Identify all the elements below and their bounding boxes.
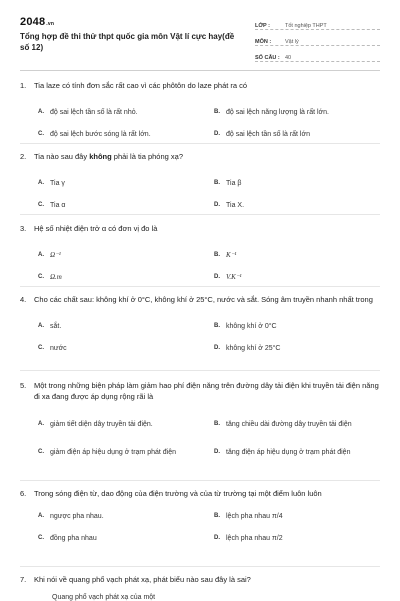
meta-row-class [255, 14, 380, 30]
option-text: không khí ở 25°C [226, 344, 281, 352]
question-number: 7. [20, 575, 27, 584]
option-d[interactable] [196, 201, 372, 210]
option-label: C. [38, 201, 44, 208]
option-text: K⁻¹ [226, 250, 237, 259]
option-c[interactable] [20, 130, 196, 139]
option-text: Ω.m [50, 272, 62, 281]
option-b[interactable] [196, 108, 372, 117]
option-text: ngược pha nhau. [50, 512, 104, 520]
question-4 [20, 294, 380, 359]
option-a[interactable] [20, 322, 196, 331]
option-b[interactable] [196, 322, 372, 331]
option-text: Tia X. [226, 201, 245, 209]
option-label: D. [214, 448, 220, 455]
question-divider [20, 480, 380, 481]
option-text: lệch pha nhau π/2 [226, 534, 283, 542]
question-divider [20, 286, 380, 287]
option-a[interactable] [20, 512, 196, 521]
question-text: Cho các chất sau: không khí ở 0°C, không khí ở 25°C, nước và sắt. Sóng âm truyền nhanh nhất trong [34, 295, 373, 304]
question-divider [20, 370, 380, 371]
header-divider [20, 70, 380, 71]
question-text: Một trong những biện pháp làm giảm hao phí điện năng trên đường dây tải điện khi truyền tải điện năng đi xa đang được áp dụng rộng rãi là [34, 381, 379, 401]
option-c[interactable] [20, 448, 196, 457]
options [20, 172, 380, 216]
question-number: 3. [20, 224, 27, 233]
option-text: Ω⁻¹ [50, 250, 61, 259]
meta-row-count [255, 46, 380, 62]
option-a[interactable] [20, 251, 196, 260]
question-1 [20, 80, 380, 145]
option-text: sắt. [50, 322, 62, 330]
option-label: A. [38, 512, 44, 519]
option-text: nước [50, 344, 67, 352]
question-number: 5. [20, 381, 27, 390]
question-stem [20, 294, 380, 305]
option-b[interactable] [196, 420, 372, 429]
option-text: tăng chiều dài đường dây truyền tải điện [226, 420, 352, 428]
options [20, 505, 380, 549]
option-text: Tia β [226, 179, 242, 187]
option-label: B. [214, 108, 220, 115]
option-c[interactable] [20, 534, 196, 543]
options [20, 315, 380, 359]
question-stem [20, 574, 380, 585]
question-stem [20, 223, 380, 234]
option-a[interactable] [20, 108, 196, 117]
option-label: D. [214, 130, 220, 137]
option-text: độ sai lệch tần số là rất nhỏ. [50, 108, 138, 116]
option-label: B. [214, 322, 220, 329]
question-divider [20, 214, 380, 215]
option-a[interactable] [20, 179, 196, 188]
question-text-emphasis: không [89, 152, 112, 161]
option-label: A. [38, 322, 44, 329]
option-b[interactable] [196, 251, 372, 260]
question-text: Tia laze có tính đơn sắc rất cao vì các phôtôn do laze phát ra có [34, 81, 248, 90]
option-label: B. [214, 251, 220, 258]
option-label: D. [214, 201, 220, 208]
option-text: tăng điện áp hiệu dụng ở trạm phát điện [226, 448, 351, 456]
logo-text: 2048 [20, 16, 46, 28]
question-text-part: phải là tia phóng xạ? [111, 152, 183, 161]
question-divider [20, 566, 380, 567]
option-label: A. [38, 251, 44, 258]
option-d[interactable] [196, 273, 372, 282]
question-text: Khi nói về quang phổ vạch phát xạ, phát biểu nào sau đây là sai? [34, 575, 251, 584]
option-b[interactable] [196, 512, 372, 521]
option-label: C. [38, 130, 44, 137]
option-d[interactable] [196, 344, 372, 353]
meta-key: LỚP : [255, 23, 270, 29]
option-text: độ sai lệch bước sóng là rất lớn. [50, 130, 151, 138]
question-text: Hệ số nhiệt điện trở α có đơn vị đo là [34, 224, 158, 233]
question-number: 6. [20, 489, 27, 498]
option-label: B. [214, 420, 220, 427]
option-label: B. [214, 512, 220, 519]
option-label: D. [214, 344, 220, 351]
question-7 [20, 574, 380, 585]
meta-value: Vật lý [285, 39, 299, 45]
question-text: Trong sóng điện từ, dao động của điện trường và của từ trường tại một điểm luôn luôn [34, 489, 322, 498]
meta-value: Tốt nghiệp THPT [285, 23, 327, 29]
question-stem [20, 488, 380, 499]
option-text: độ sai lệch tần số là rất lớn [226, 130, 310, 138]
option-label: A. [38, 179, 44, 186]
option-label: A. [38, 108, 44, 115]
question-3 [20, 223, 380, 288]
option-text: độ sai lệch năng lượng là rất lớn. [226, 108, 329, 116]
question-divider [20, 143, 380, 144]
meta-value: 40 [285, 55, 292, 61]
question-stem [20, 380, 380, 402]
option-text: Tia γ [50, 179, 65, 187]
question-stem [20, 151, 380, 162]
options [20, 101, 380, 145]
option-label: C. [38, 344, 44, 351]
option-text: V.K⁻¹ [226, 272, 242, 281]
option-text: không khí ở 0°C [226, 322, 277, 330]
option-d[interactable] [196, 534, 372, 543]
option-c[interactable] [20, 273, 196, 282]
meta-info [255, 14, 380, 62]
option-text: giảm tiết diện dây truyền tải điện. [50, 420, 153, 428]
option-text: lệch pha nhau π/4 [226, 512, 283, 520]
question-2 [20, 151, 380, 216]
option-b[interactable] [196, 179, 372, 188]
document-header [20, 14, 380, 64]
option-c[interactable] [20, 344, 196, 353]
option-a[interactable] [20, 420, 196, 429]
question-number: 4. [20, 295, 27, 304]
option-label: D. [214, 273, 220, 280]
options [20, 244, 380, 288]
meta-row-subject [255, 30, 380, 46]
option-text: Tia α [50, 201, 66, 209]
option-a-cut[interactable]: Quang phổ vạch phát xạ của một [52, 594, 156, 601]
option-label: A. [38, 420, 44, 427]
question-stem [20, 80, 380, 91]
option-d[interactable] [196, 130, 372, 139]
options [20, 410, 380, 466]
question-number: 2. [20, 152, 27, 161]
question-5 [20, 380, 380, 466]
option-label: C. [38, 448, 44, 455]
question-text [34, 151, 380, 162]
option-text: đồng pha nhau [50, 534, 97, 542]
option-label: D. [214, 534, 220, 541]
question-number: 1. [20, 81, 27, 90]
option-label: C. [38, 273, 44, 280]
option-text: giảm điện áp hiệu dụng ở trạm phát điện [50, 448, 177, 456]
question-6 [20, 488, 380, 549]
question-text-part: Tia nào sau đây [34, 152, 90, 161]
option-label: B. [214, 179, 220, 186]
meta-key: SỐ CÂU : [255, 55, 280, 61]
logo-suffix: .vn [46, 21, 55, 27]
document-title: Tổng hợp đề thi thử thpt quốc gia môn Vật lí cực hay(đề số 12) [20, 32, 235, 52]
option-label: C. [38, 534, 44, 541]
meta-key: MÔN : [255, 39, 272, 45]
option-d[interactable] [196, 448, 372, 457]
option-c[interactable] [20, 201, 196, 210]
logo[interactable] [20, 16, 54, 28]
